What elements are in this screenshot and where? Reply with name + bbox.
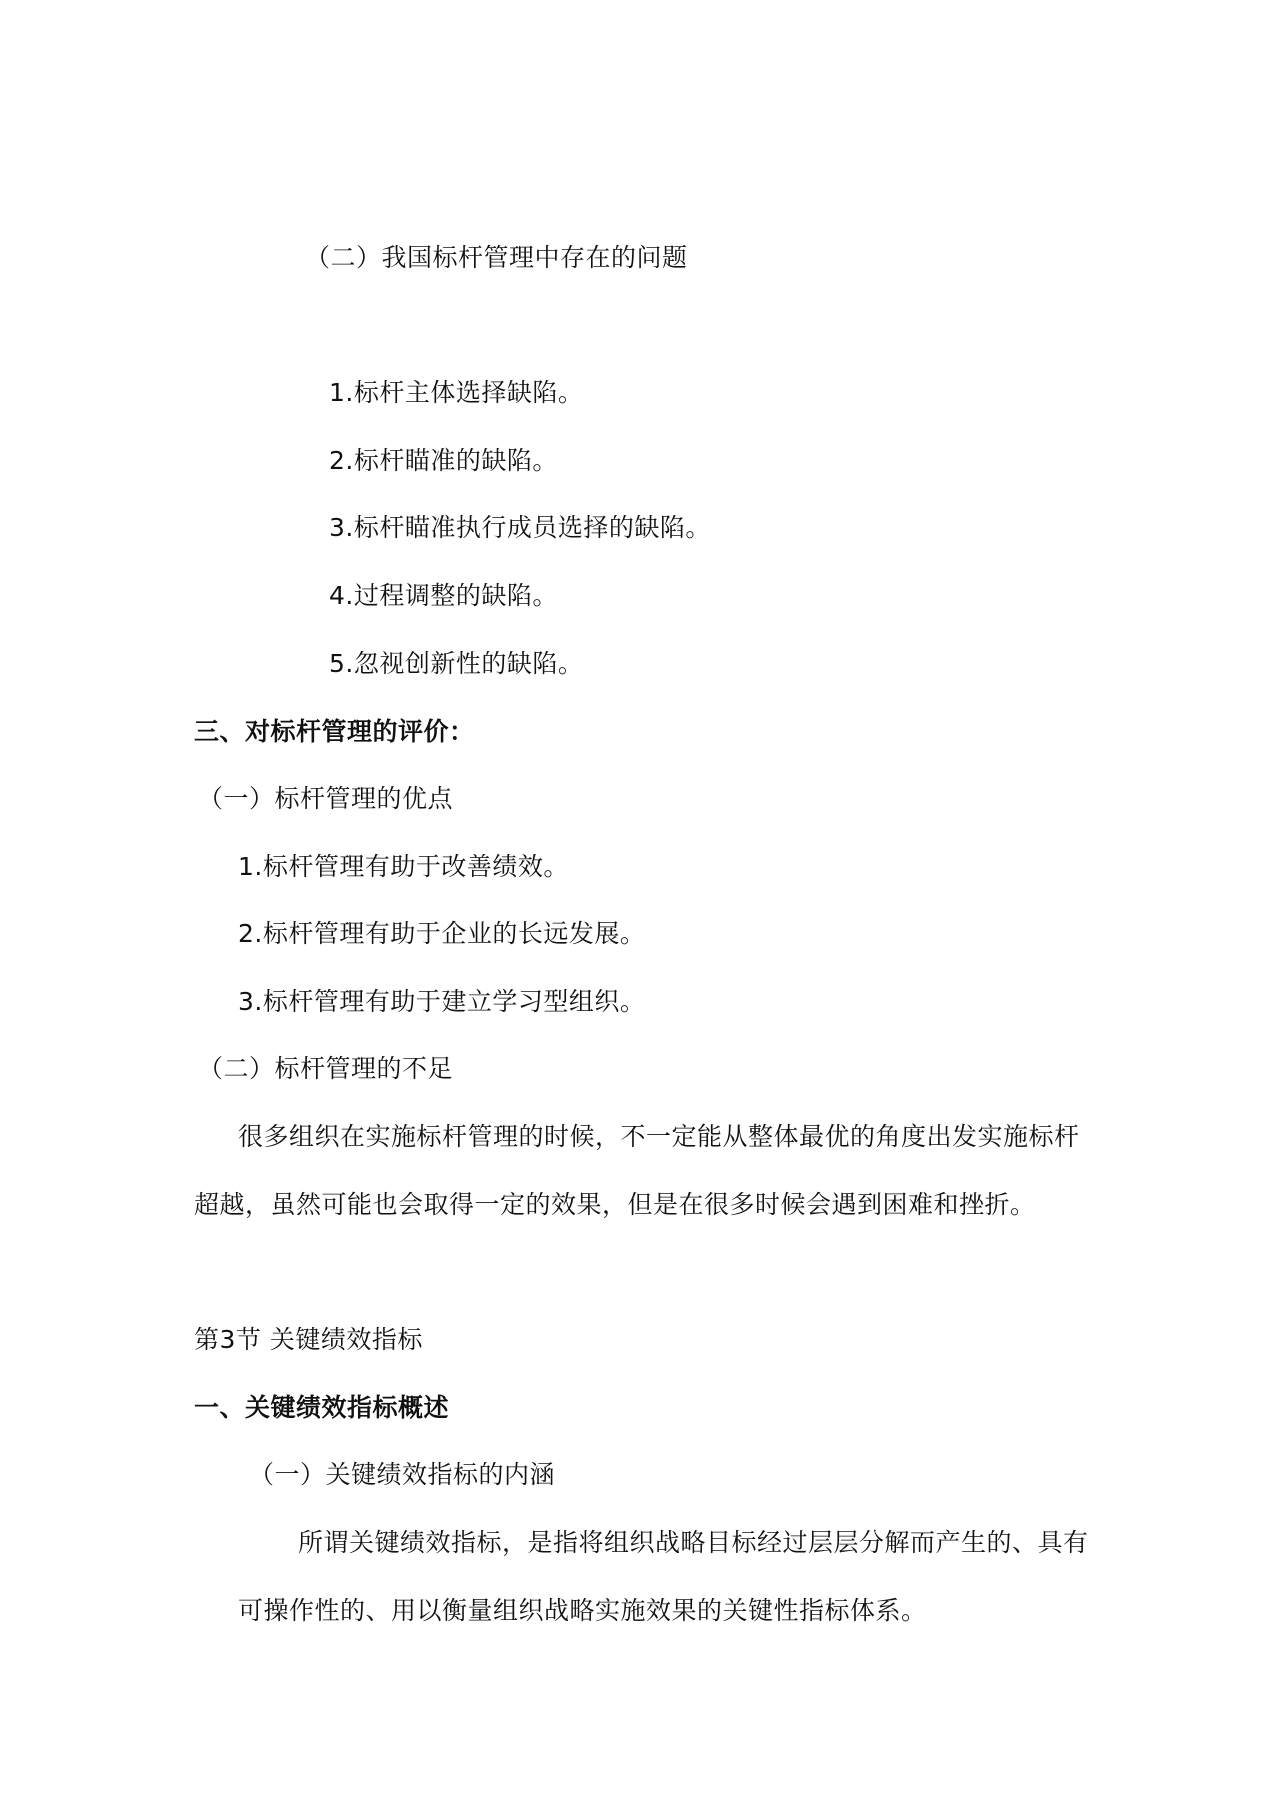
shortcomings-text-line-1: 很多组织在实施标杆管理的时候，不一定能从整体最优的角度出发实施标杆 [238, 1122, 1080, 1151]
evaluation-heading: 三、对标杆管理的评价： [194, 717, 475, 746]
chapter-title: 第3节 关键绩效指标 [194, 1325, 423, 1354]
shortcomings-text-line-2: 超越，虽然可能也会取得一定的效果，但是在很多时候会遇到困难和挫折。 [194, 1190, 1036, 1219]
advantage-item-2: 2.标杆管理有助于企业的长远发展。 [238, 919, 646, 948]
problem-item-3: 3.标杆瞄准执行成员选择的缺陷。 [329, 513, 711, 542]
kpi-meaning-heading: （一）关键绩效指标的内涵 [249, 1460, 556, 1489]
section-two-heading: （二）我国标杆管理中存在的问题 [305, 243, 688, 272]
problem-item-5: 5.忽视创新性的缺陷。 [329, 649, 584, 678]
problem-item-1: 1.标杆主体选择缺陷。 [329, 378, 584, 407]
advantages-heading: （一）标杆管理的优点 [198, 784, 454, 813]
advantage-item-1: 1.标杆管理有助于改善绩效。 [238, 852, 569, 881]
kpi-overview-heading: 一、关键绩效指标概述 [194, 1393, 450, 1422]
advantage-item-3: 3.标杆管理有助于建立学习型组织。 [238, 987, 646, 1016]
shortcomings-heading: （二）标杆管理的不足 [198, 1054, 454, 1083]
problem-item-2: 2.标杆瞄准的缺陷。 [329, 446, 558, 475]
problem-item-4: 4.过程调整的缺陷。 [329, 581, 558, 610]
kpi-definition-line-2: 可操作性的、用以衡量组织战略实施效果的关键性指标体系。 [238, 1596, 927, 1625]
kpi-definition-line-1: 所谓关键绩效指标，是指将组织战略目标经过层层分解而产生的、具有 [298, 1528, 1089, 1557]
